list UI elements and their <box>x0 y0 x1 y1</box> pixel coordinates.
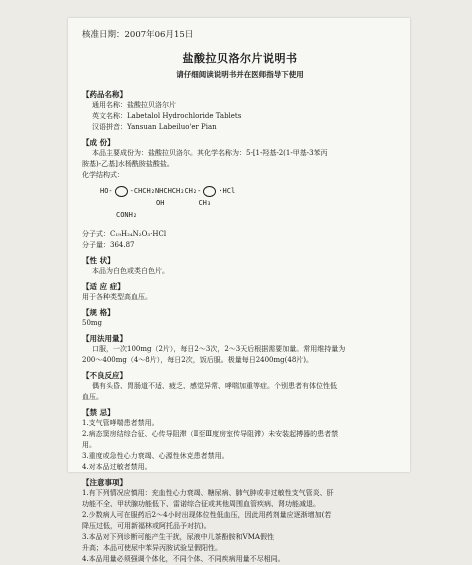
composition-text-1: 本品主要成份为：盐酸拉贝洛尔。其化学名称为：5-[1-羟基-2(1-甲基-3苯丙 <box>92 149 328 157</box>
contraindication-item: 用。 <box>82 441 96 449</box>
chemical-structure <box>100 185 398 225</box>
precaution-item: 降压过低，可用新福林或阿托品予对抗)。 <box>82 522 211 530</box>
precaution-item: 3.本品对下列诊断可能产生干扰，尿液中儿茶酚胺和VMA假性 <box>82 533 274 541</box>
adverse-text-1: 偶有头昏、胃肠道不适、疲乏、感觉异常、哮喘加重等症。个别患者有体位性低 <box>92 382 337 390</box>
pinyin-name: 汉语拼音：Yansuan Labeiluo'er Pian <box>92 123 217 131</box>
section-header-adverse-reactions: 【不良反应】 <box>82 371 127 380</box>
structure-methyl: CH₃ <box>198 199 212 207</box>
structure-hydroxyl: HO- <box>100 187 113 195</box>
english-name: 英文名称：Labetalol Hydrochloride Tablets <box>92 112 242 120</box>
contraindication-item: 1.支气管哮喘患者禁用。 <box>82 419 159 427</box>
document-title: 盐酸拉贝洛尔片说明书 <box>182 52 298 65</box>
section-header-description: 【性 状】 <box>82 256 115 265</box>
section-header-precautions: 【注意事项】 <box>82 478 127 487</box>
precaution-item: 升高；本品可使尿中苯异丙胺试验呈假阳性。 <box>82 544 222 552</box>
indications-text: 用于各种类型高血压。 <box>82 293 152 301</box>
dosage-text-2: 200～400mg（4～8片），每日2次，饭后服。极量每日2400mg(48片)。 <box>82 356 314 364</box>
precaution-item: 1.有下列情况应慎用：充血性心力衰竭、糖尿病、肺气肿或非过敏性支气管炎、肝 <box>82 489 334 497</box>
precaution-item: 功能不全、甲状腺功能低下、雷诺综合征或其他周围血管疾病、肾功能减退。 <box>82 500 320 508</box>
approval-date: 核准日期：2007年06月15日 <box>82 30 194 40</box>
structure-salt: ·HCl <box>218 187 236 195</box>
generic-name: 通用名称：盐酸拉贝洛尔片 <box>92 101 176 109</box>
structure-label: 化学结构式： <box>82 171 124 179</box>
benzene-ring-icon <box>115 186 128 197</box>
precaution-item: 2.少数病人可在服药后2～4小时出现体位性低血压，因此用药剂量应逐渐增加(若 <box>82 511 332 519</box>
precaution-item: 4.本品用量必须强调个体化，不同个体、不同疾病用量不尽相同。 <box>82 555 285 563</box>
structure-amide: CONH₂ <box>116 211 138 219</box>
contraindication-item: 2.病态窦房结综合征、心传导阻滞（Ⅱ至Ⅲ度房室传导阻滞）未安装起搏器的患者禁 <box>82 430 339 438</box>
section-header-dosage: 【用法用量】 <box>82 334 127 343</box>
section-header-drug-name: 【药品名称】 <box>82 90 127 99</box>
section-header-contraindications: 【禁 忌】 <box>82 408 115 417</box>
description-text: 本品为白色或类白色片。 <box>92 267 169 275</box>
composition-text-2: 胺基)-乙基]水杨酰胺盐酸盐。 <box>82 160 174 168</box>
molecular-formula: 分子式：C₁₉H₂₄N₂O₃·HCl <box>82 230 167 238</box>
section-header-specification: 【规 格】 <box>82 308 115 317</box>
section-header-indications: 【适 应 症】 <box>82 282 125 291</box>
phenyl-ring-icon <box>203 186 216 197</box>
section-header-composition: 【成 份】 <box>82 138 115 147</box>
instruction-sheet <box>68 18 410 563</box>
structure-oh: OH <box>156 199 165 207</box>
dosage-text-1: 口服，一次100mg（2片），每日2～3次，2～3天后根据需要加量。常用维持量为 <box>92 345 346 353</box>
molecular-weight: 分子量：364.87 <box>82 241 135 249</box>
structure-chain: -CHCH₂NHCHCH₂CH₂- <box>129 187 202 195</box>
adverse-text-2: 血压。 <box>82 393 103 401</box>
specification-text: 50mg <box>82 319 103 327</box>
contraindication-item: 3.重度或急性心力衰竭、心源性休克患者禁用。 <box>82 452 229 460</box>
document-subtitle: 请仔细阅读说明书并在医师指导下使用 <box>176 70 304 79</box>
contraindication-item: 4.对本品过敏者禁用。 <box>82 463 152 471</box>
